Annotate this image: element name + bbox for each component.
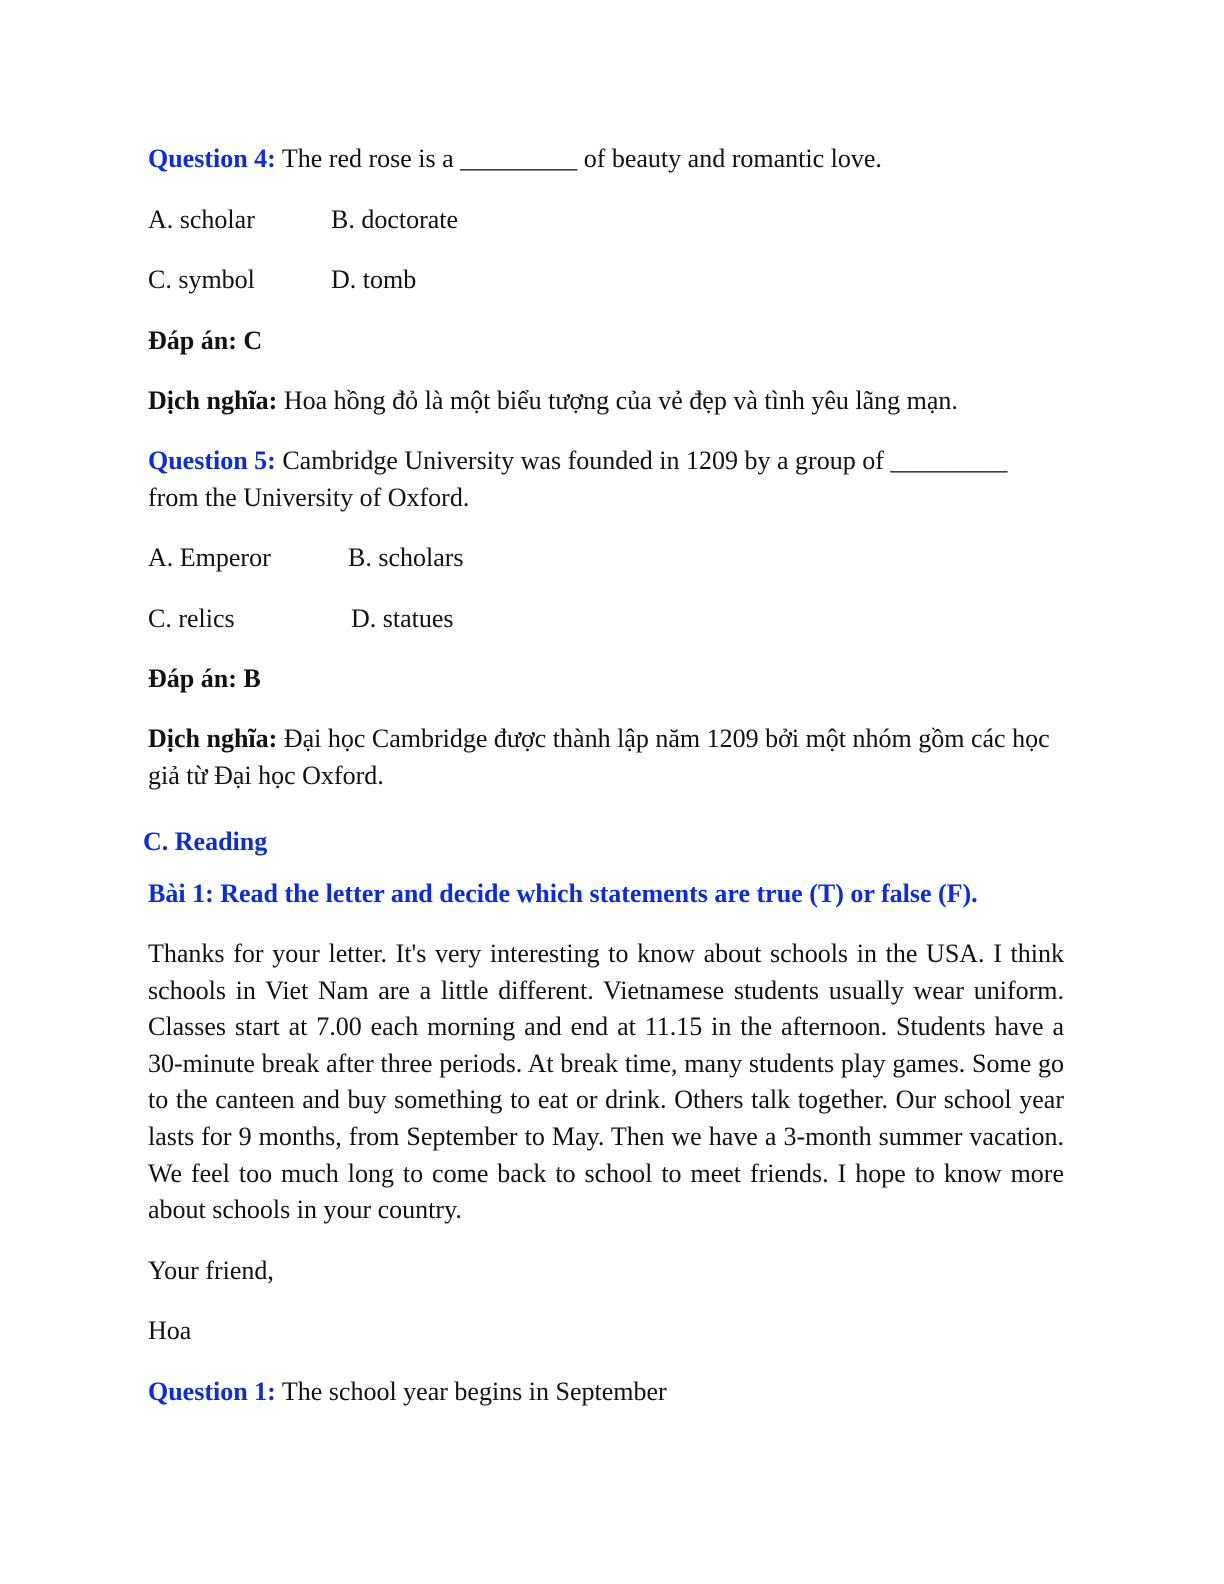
answer-label: Đáp án: B: [148, 664, 261, 693]
question-label: Question 1:: [148, 1377, 276, 1406]
option-a: A. Emperor: [148, 543, 271, 572]
letter-body: Thanks for your letter. It's very interesting to know about schools in the USA. I think schools in Viet Nam are a little different. Vietnamese students usually wear uniform. Classes start at 7.00 each morning and end at 11.15 in the afternoon. Students have a 30-minute break after three periods. At break time, many students play games. Some go to the canteen and buy something to eat or drink. Others talk together. Our school year lasts for 9 months, from September to May. Then we have a 3-month summer vacation. We feel too much long to come back to school to meet friends. I hope to know more about schools in your country.: [148, 939, 1064, 1225]
question-5: [148, 443, 1064, 516]
translation-label: Dịch nghĩa:: [148, 386, 278, 415]
option-a: A. scholar: [148, 205, 255, 234]
option-c: C. symbol: [148, 265, 255, 294]
translation-label: Dịch nghĩa:: [148, 724, 278, 753]
option-d: D. tomb: [331, 265, 417, 294]
section-title: C. Reading: [143, 827, 268, 856]
reading-question-1: [148, 1374, 667, 1410]
translation: [148, 721, 1064, 794]
translation-text: Đại học Cambridge được thành lập năm 1209 bởi một nhóm gồm các học giả từ Đại học Oxford.: [148, 724, 1050, 790]
letter-signature: Hoa: [148, 1316, 192, 1345]
option-d: D. statues: [351, 604, 454, 633]
question-label: Question 4:: [148, 144, 276, 173]
question-4: [148, 141, 882, 177]
question-label: Question 5:: [148, 446, 276, 475]
option-b: B. scholars: [348, 543, 464, 572]
letter-closing: Your friend,: [148, 1256, 274, 1285]
question-text: The red rose is a _________ of beauty and romantic love.: [281, 144, 882, 173]
translation: [148, 383, 958, 419]
option-c: C. relics: [148, 604, 235, 633]
answer-label: Đáp án: C: [148, 326, 263, 355]
translation-text: Hoa hồng đỏ là một biểu tượng của vẻ đẹp và tình yêu lãng mạn.: [283, 386, 958, 415]
exercise-title: Bài 1: Read the letter and decide which statements are true (T) or false (F).: [148, 879, 978, 908]
question-text: Cambridge University was founded in 1209 by a group of _________ from the University of Oxford.: [148, 446, 1008, 512]
option-b: B. doctorate: [331, 205, 459, 234]
question-text: The school year begins in September: [281, 1377, 667, 1406]
